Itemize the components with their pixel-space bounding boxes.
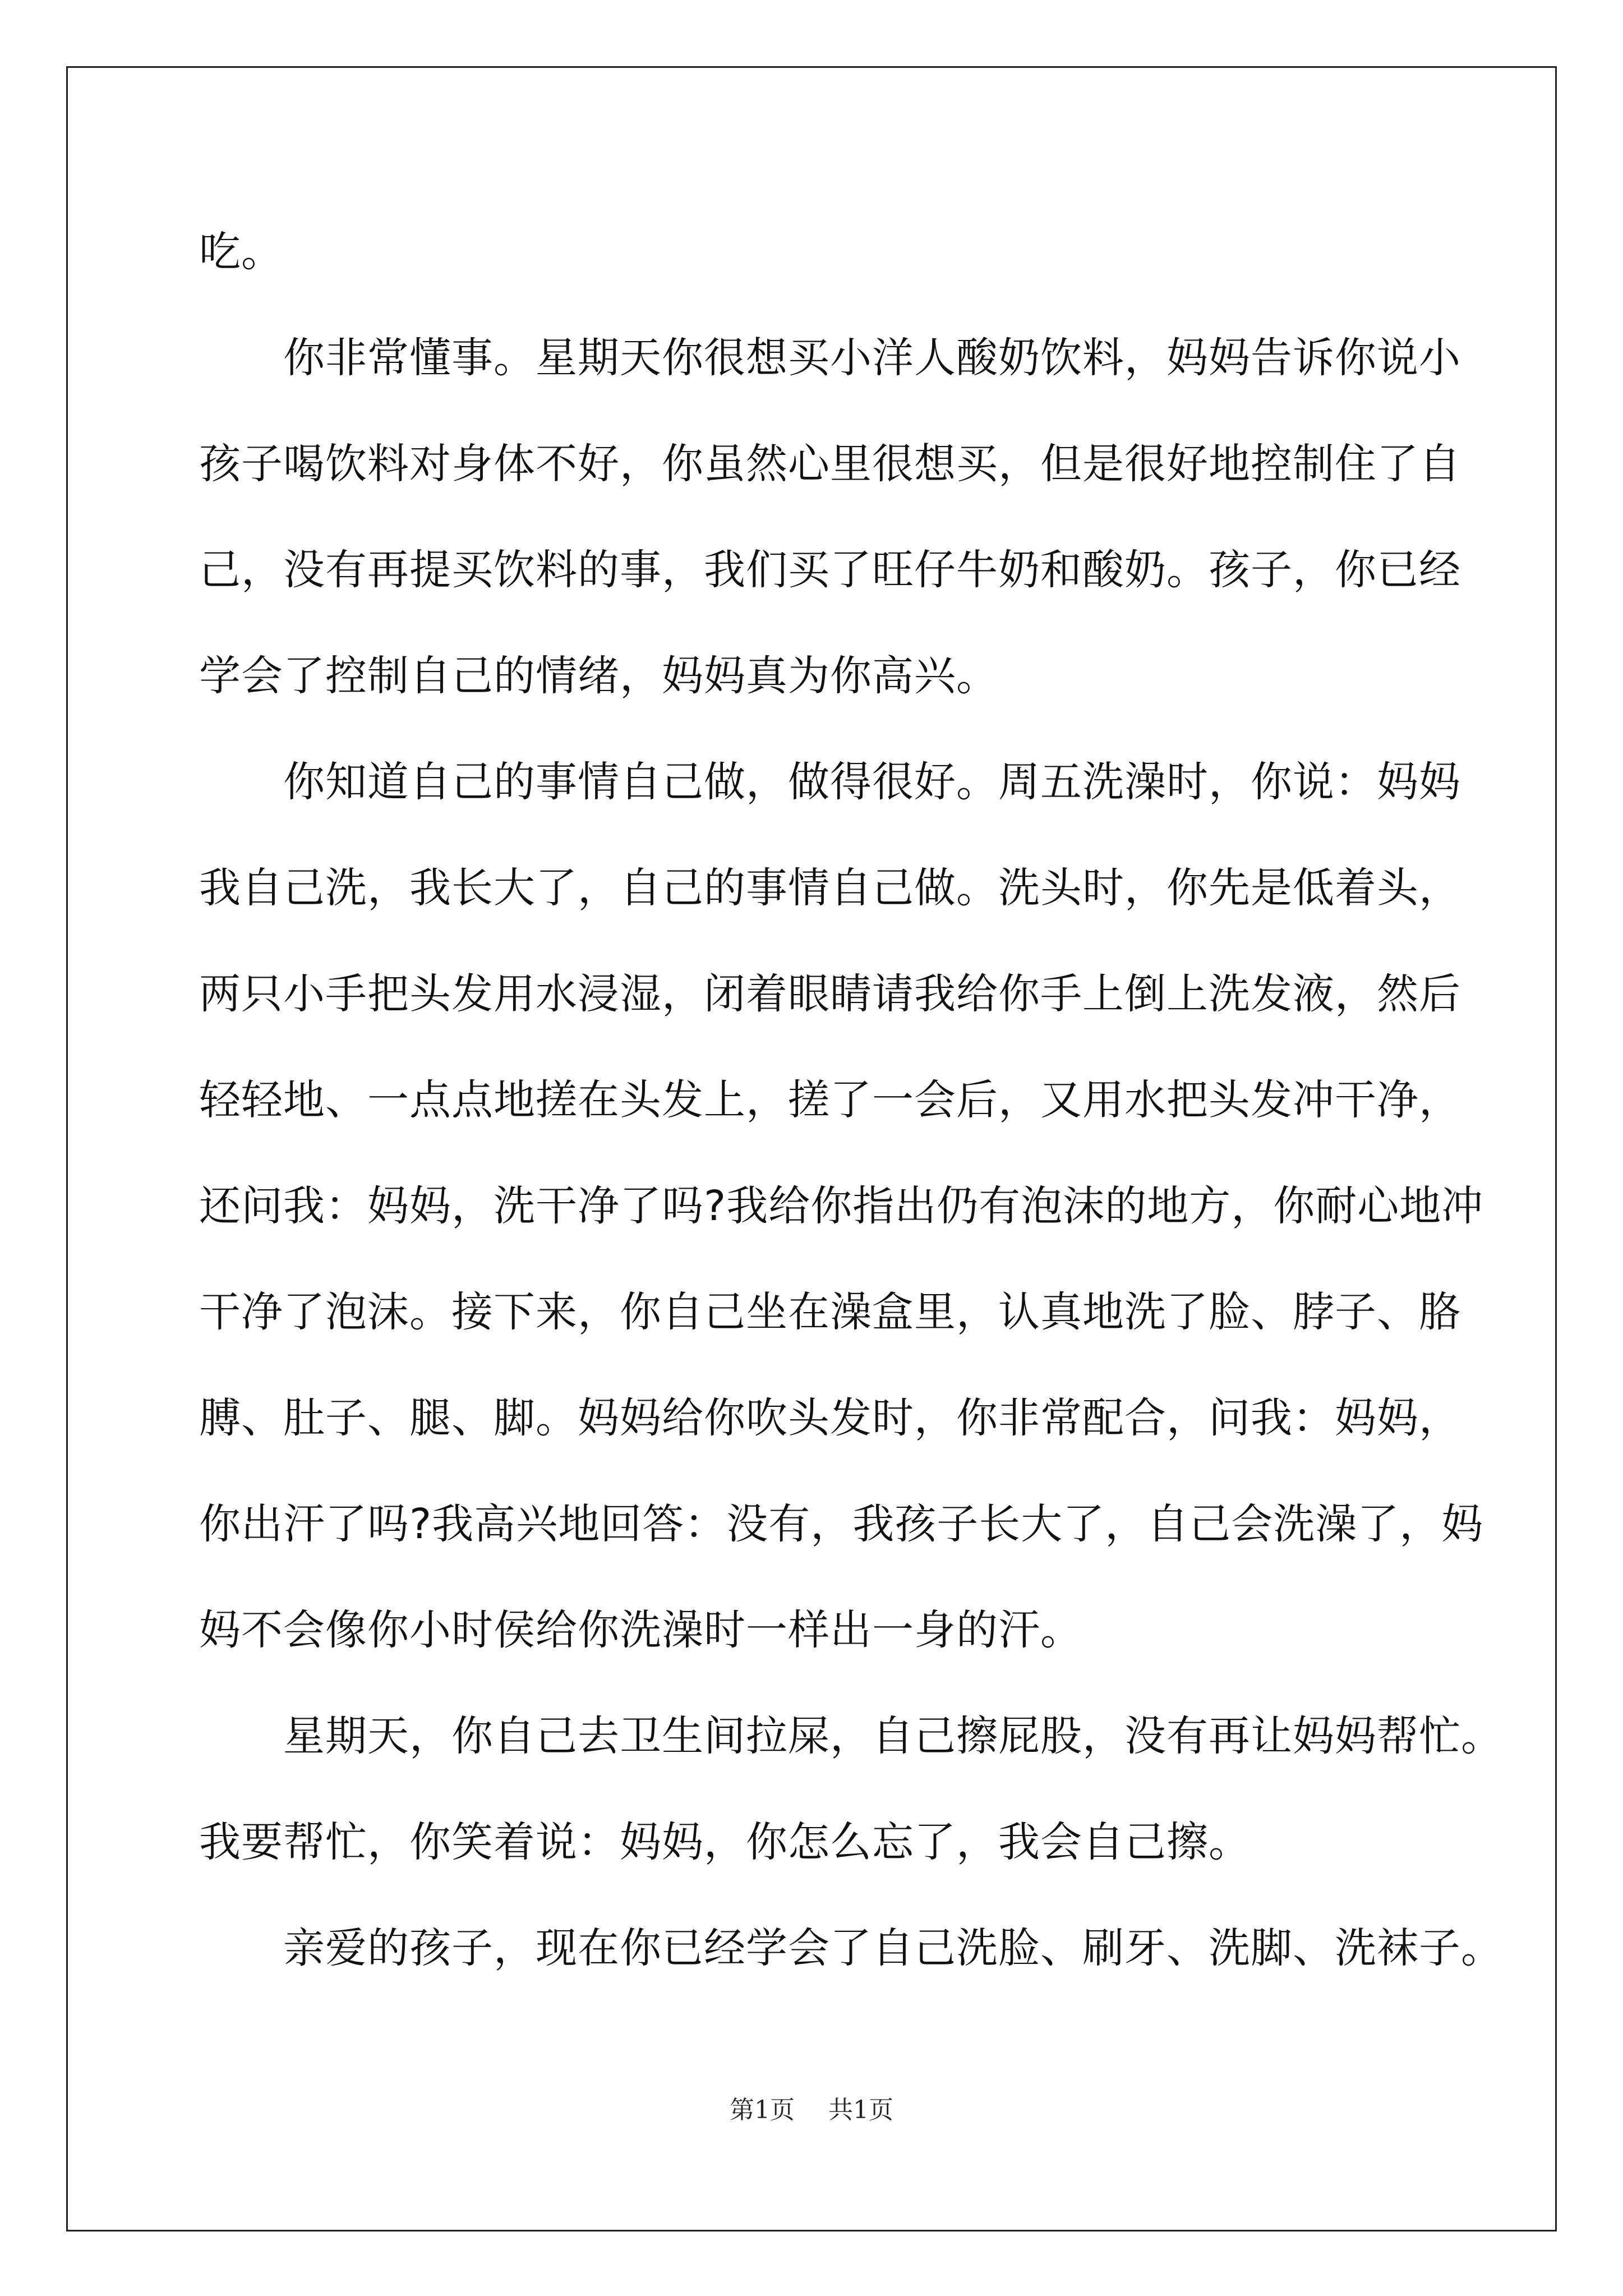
- text-line: 妈不会像你小时侯给你洗澡时一样出一身的汗。: [199, 1606, 1082, 1654]
- text-line: 还问我：妈妈，洗干净了吗?我给你指出仍有泡沫的地方，你耐心地冲: [199, 1182, 1484, 1230]
- text-line: 你非常懂事。星期天你很想买小洋人酸奶饮料，妈妈告诉你说小: [199, 334, 1461, 382]
- text-line: 己，没有再提买饮料的事，我们买了旺仔牛奶和酸奶。孩子，你已经: [199, 546, 1461, 594]
- text-line: 我要帮忙，你笑着说：妈妈，你怎么忘了，我会自己擦。: [199, 1818, 1251, 1866]
- text-line: 我自己洗，我长大了，自己的事情自己做。洗头时，你先是低着头，: [199, 864, 1461, 912]
- text-line: 你出汗了吗?我高兴地回答：没有，我孩子长大了，自己会洗澡了，妈: [199, 1500, 1484, 1548]
- text-line: 孩子喝饮料对身体不好，你虽然心里很想买，但是很好地控制住了自: [199, 440, 1461, 488]
- text-line: 学会了控制自己的情绪，妈妈真为你高兴。: [199, 652, 998, 700]
- text-line: 干净了泡沫。接下来，你自己坐在澡盒里，认真地洗了脸、脖子、胳: [199, 1288, 1461, 1336]
- text-line: 星期天，你自己去卫生间拉屎，自己擦屁股，没有再让妈妈帮忙。: [199, 1712, 1503, 1760]
- text-line: 吃。: [199, 228, 283, 276]
- document-body: [199, 199, 1503, 2001]
- text-line: 膊、肚子、腿、脚。妈妈给你吹头发时，你非常配合，问我：妈妈，: [199, 1394, 1461, 1442]
- text-line: 轻轻地、一点点地搓在头发上，搓了一会后，又用水把头发冲干净，: [199, 1076, 1461, 1124]
- text-line: 两只小手把头发用水浸湿，闭着眼睛请我给你手上倒上洗发液，然后: [199, 970, 1461, 1018]
- page-total: 共1页: [828, 2096, 893, 2124]
- page-footer: [0, 2090, 1623, 2125]
- text-line: 你知道自己的事情自己做，做得很好。周五洗澡时，你说：妈妈: [199, 758, 1461, 806]
- text-line: 亲爱的孩子，现在你已经学会了自己洗脸、刷牙、洗脚、洗袜子。: [199, 1924, 1503, 1972]
- page-number: 第1页: [730, 2096, 795, 2124]
